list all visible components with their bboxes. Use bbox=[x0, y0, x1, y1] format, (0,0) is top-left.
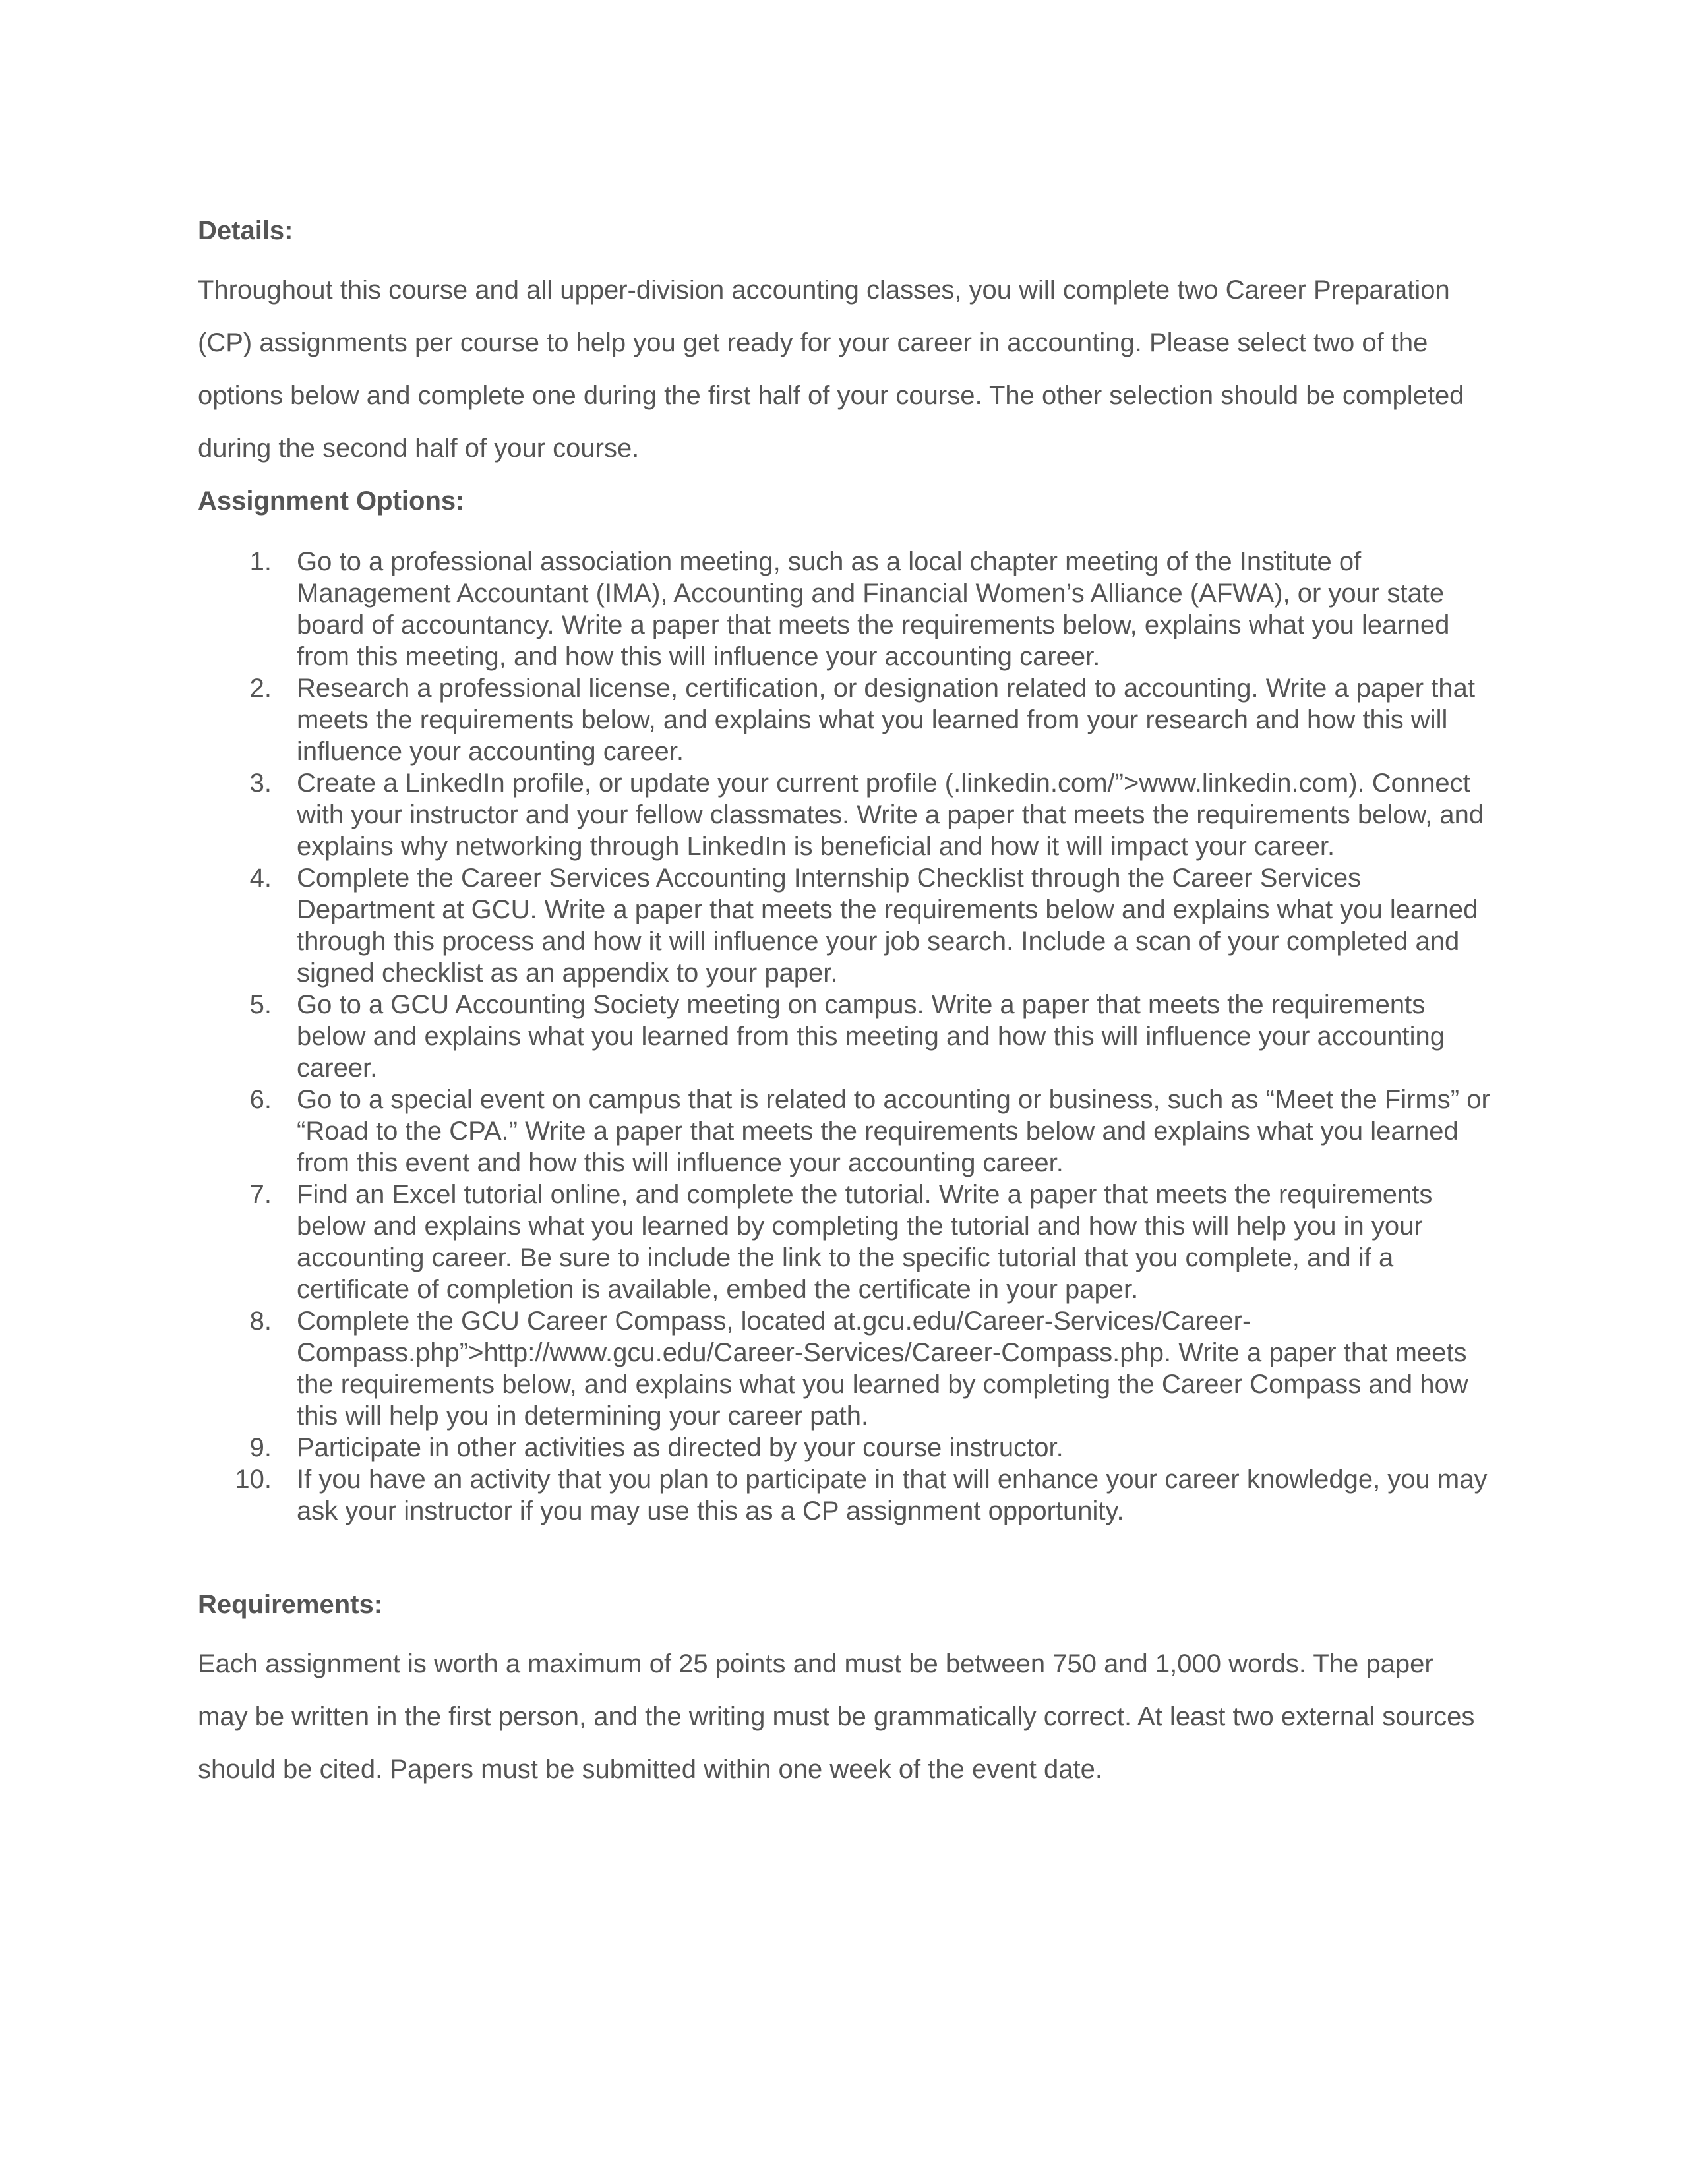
list-item-number: 10. bbox=[235, 1465, 272, 1494]
requirements-paragraph: Each assignment is worth a maximum of 25 points and must be between 750 and 1,000 words. The paper may be written in the first person, and the writing must be grammatically correct. At least two external sources should be cited. Papers must be submitted within one week of the event date. bbox=[198, 1649, 1475, 1784]
list-item-number: 8. bbox=[249, 1307, 272, 1336]
list-item bbox=[198, 1432, 1490, 1463]
list-item-number: 9. bbox=[249, 1433, 272, 1462]
list-item-text: Research a professional license, certification, or designation related to accounting. Write a paper that meets the requirements below, and explains what you learned from your research and how this will influence your accounting career. bbox=[297, 674, 1475, 766]
list-item-number: 2. bbox=[249, 674, 272, 703]
list-item-text: Complete the GCU Career Compass, located at.gcu.edu/Career-Services/Career-Compass.php”>http://www.gcu.edu/Career-Services/Career-Compass.php. Write a paper that meets the requirements below, and explains what you learned by completing the Career Compass and how this will help you in determining your career path. bbox=[297, 1307, 1468, 1431]
list-item-text: If you have an activity that you plan to participate in that will enhance your career knowledge, you may ask your instructor if you may use this as a CP assignment opportunity. bbox=[297, 1465, 1488, 1525]
list-item-text: Go to a GCU Accounting Society meeting on campus. Write a paper that meets the requirements below and explains what you learned from this meeting and how this will influence your accounting career. bbox=[297, 990, 1445, 1082]
assignment-options-heading: Assignment Options: bbox=[198, 487, 465, 516]
list-item-text: Create a LinkedIn profile, or update your current profile (.linkedin.com/”>www.linkedin.com). Connect with your instructor and your fellow classmates. Write a paper that meets the requirements below, and explains why networking through LinkedIn is beneficial and how it will impact your career. bbox=[297, 769, 1484, 861]
list-item-text: Find an Excel tutorial online, and complete the tutorial. Write a paper that meets the requirements below and explains what you learned by completing the tutorial and how this will help you in your accounting career. Be sure to include the link to the specific tutorial that you complete, and if a certificate of completion is available, embed the certificate in your paper. bbox=[297, 1180, 1433, 1304]
list-item-text: Go to a professional association meeting, such as a local chapter meeting of the Institute of Management Accountant (IMA), Accounting and Financial Women’s Alliance (AFWA), or your state board of accountancy. Write a paper that meets the requirements below, explains what you learned from this meeting, and how this will influence your accounting career. bbox=[297, 547, 1450, 671]
list-item-text: Complete the Career Services Accounting Internship Checklist through the Career Services Department at GCU. Write a paper that meets the requirements below and explains what you learned through this process and how it will influence your job search. Include a scan of your completed and signed checklist as an appendix to your paper. bbox=[297, 864, 1478, 988]
list-item-number: 3. bbox=[249, 769, 272, 798]
list-item bbox=[198, 1179, 1490, 1305]
list-item-text: Participate in other activities as directed by your course instructor. bbox=[297, 1433, 1064, 1462]
list-item-number: 6. bbox=[249, 1085, 272, 1114]
list-item bbox=[198, 546, 1490, 672]
list-item bbox=[198, 1305, 1490, 1432]
list-item bbox=[198, 767, 1490, 862]
list-item-number: 5. bbox=[249, 990, 272, 1019]
list-item bbox=[198, 862, 1490, 989]
list-item-number: 7. bbox=[249, 1180, 272, 1209]
details-heading: Details: bbox=[198, 216, 293, 245]
requirements-heading: Requirements: bbox=[198, 1590, 383, 1619]
assignment-options-list bbox=[198, 546, 1490, 1527]
list-item bbox=[198, 1084, 1490, 1179]
list-item-number: 1. bbox=[249, 547, 272, 576]
list-item-number: 4. bbox=[249, 864, 272, 893]
details-paragraph: Throughout this course and all upper-division accounting classes, you will complete two Career Preparation (CP) assignments per course to help you get ready for your career in accounting. Please select two of the options below and complete one during the first half of your course. The other selection should be completed during the second half of your course. bbox=[198, 276, 1464, 463]
document-page bbox=[198, 211, 1490, 1796]
list-item-text: Go to a special event on campus that is related to accounting or business, such as “Meet the Firms” or “Road to the CPA.” Write a paper that meets the requirements below and explains what you learned from this event and how this will influence your accounting career. bbox=[297, 1085, 1490, 1177]
list-item bbox=[198, 989, 1490, 1084]
list-item bbox=[198, 672, 1490, 767]
list-item bbox=[198, 1463, 1490, 1527]
